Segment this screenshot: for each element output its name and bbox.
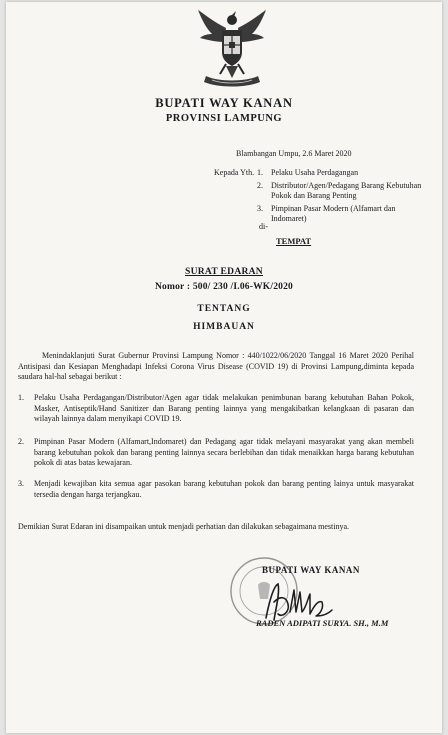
closing-paragraph: Demikian Surat Edaran ini disampaikan untuk menjadi perhatian dan dilakukan sebagaimana mestinya. bbox=[18, 522, 350, 531]
item-number: 2. bbox=[18, 437, 24, 446]
recipient-number: 3. bbox=[257, 204, 263, 213]
signatory-title: BUPATI WAY KANAN bbox=[262, 565, 360, 575]
instruction-item bbox=[18, 437, 414, 469]
item-text: Pelaku Usaha Perdagangan/Distributor/Agen agar tidak melakukan penimbunan barang kebutuhan Bahan Pokok, Masker, Antiseptik/Hand Sanitizer dan Barang penting lainnya yang mengakibatkan kelangkaan di pasaran dan wilayah lainnya dalam menyikapi COVID 19. bbox=[34, 393, 414, 423]
place-date: Blambangan Umpu, 2.6 Maret 2020 bbox=[236, 149, 352, 158]
issuer-province: PROVINSI LAMPUNG bbox=[165, 113, 283, 124]
document-number: Nomor : 500/ 230 /I.06-WK/2020 bbox=[154, 282, 294, 292]
subject-heading: TENTANG bbox=[197, 304, 251, 314]
addressee-label: Kepada Yth. bbox=[214, 168, 255, 177]
recipient-text: Pelaku Usaha Perdagangan bbox=[271, 168, 359, 177]
item-text: Pimpinan Pasar Modern (Alfamart,Indomaret) dan Pedagang agar tidak melayani masyarakat yang akan membeli barang kebutuhan pokok dan barang penting lainnya secara berlebihan dan tidak menaikkan harga barang kebutuhan pokok di atas batas kewajaran. bbox=[34, 437, 414, 467]
garuda-emblem bbox=[196, 8, 268, 92]
tempat-label: TEMPAT bbox=[276, 236, 312, 246]
subject-title: HIMBAUAN bbox=[193, 322, 255, 332]
instruction-item bbox=[18, 479, 414, 500]
recipient-number: 1. bbox=[257, 168, 263, 177]
document-title: SURAT EDARAN bbox=[185, 267, 263, 277]
intro-paragraph: Menindaklanjuti Surat Gubernur Provinsi Lampung Nomor : 440/1022/06/2020 Tanggal 16 Maret 2020 Perihal Antisipasi dan Kesiapan Menghadapi Infeksi Corona Virus Disease (COVID 19) di Provinsi Lampung,diminta kepada saudara hal-hal sebagai berikut : bbox=[18, 351, 414, 381]
di-label: di- bbox=[259, 222, 268, 231]
recipient-number: 2. bbox=[257, 181, 263, 190]
item-number: 1. bbox=[18, 393, 24, 402]
instruction-item bbox=[18, 393, 414, 425]
recipient-text: Distributor/Agen/Pedagang Barang Kebutuhan Pokok dan Barang Penting bbox=[271, 181, 422, 200]
recipient-text: Pimpinan Pasar Modern (Alfamart dan Indomaret) bbox=[271, 204, 396, 223]
item-number: 3. bbox=[18, 479, 24, 488]
issuer-title: BUPATI WAY KANAN bbox=[155, 96, 293, 110]
item-text: Menjadi kewajiban kita semua agar pasokan barang kebutuhan pokok dan barang penting lainya untuk masyarakat tersedia dengan harga terjangkau. bbox=[34, 479, 414, 499]
signatory-name: RADEN ADIPATI SURYA. SH., M.M bbox=[256, 618, 389, 628]
